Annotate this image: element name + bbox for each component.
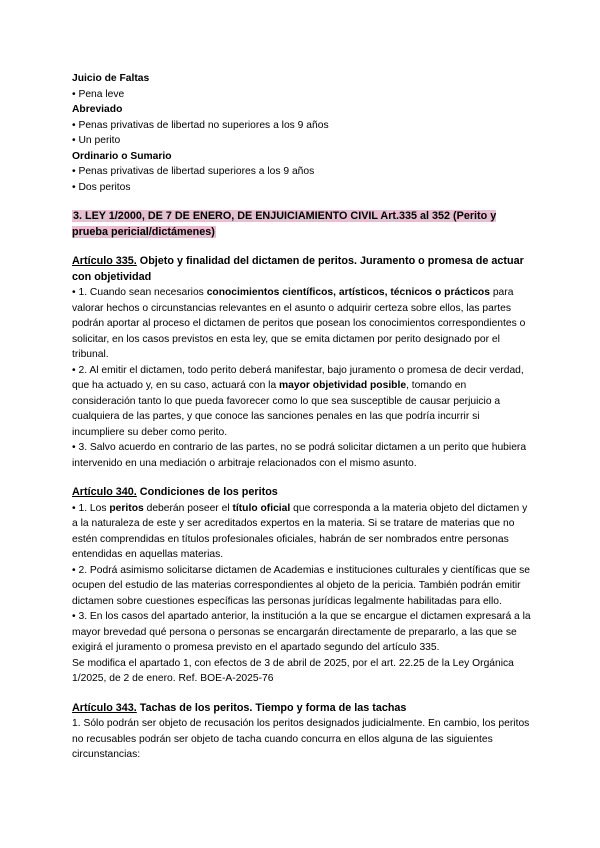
article-343-title: Tachas de los peritos. Tiempo y forma de las tachas [136, 701, 407, 714]
text-run-bold: peritos [109, 502, 144, 514]
article-335-paragraph-1 [72, 285, 532, 363]
article-335-paragraph-2 [72, 363, 532, 441]
section-title-faltas: Juicio de Faltas [72, 73, 150, 84]
article-340-paragraph-3: • 3. En los casos del apartado anterior, la institución a la que se encargue el dictamen expresará a la mayor brevedad qué persona o personas se encargarán directamente de prepararlo, a las que se exigirá el juramento o promesa previsto en el apartado segundo del artículo 335. [72, 611, 531, 653]
list-item: • Pena leve [72, 88, 125, 100]
law-heading-highlight: 3. LEY 1/2000, DE 7 DE ENERO, DE ENJUICIAMIENTO CIVIL Art.335 al 352 (Perito y prueba pericial/dictámenes) [72, 210, 497, 238]
article-340-modification-note: Se modifica el apartado 1, con efectos de 3 de abril de 2025, por el art. 22.25 de la Ley Orgánica 1/2025, de 2 de enero. Ref. BOE-A-2025-76 [72, 657, 514, 684]
text-run: • 1. Cuando sean necesarios [72, 287, 207, 298]
article-340-paragraph-2: • 2. Podrá asimismo solicitarse dictamen de Academias e instituciones culturales y científicas que se ocupen del estudio de las materias correspondientes al objeto de la pericia. También podrán emitir dictamen sobre cuestiones específicas las personas jurídicas legalmente habilitadas para ello. [72, 564, 531, 607]
list-item: • Penas privativas de libertad no superiores a los 9 años [72, 119, 329, 131]
list-item: • Penas privativas de libertad superiores a los 9 años [72, 166, 315, 177]
article-340-number: Artículo 340. [72, 486, 137, 498]
article-335-paragraph-3: • 3. Salvo acuerdo en contrario de las partes, no se podrá solicitar dictamen a un perito que hubiera intervenido en una mediación o arbitraje relacionados con el mismo asunto. [72, 442, 527, 469]
text-run: • 2. Al emitir el dictamen, todo perito deberá manifestar, bajo juramento o promesa de decir verdad, que ha actuado y, en su caso, actuará con la [72, 364, 524, 391]
article-335-title: Objeto y finalidad del dictamen de peritos. Juramento o promesa de actuar con objetividad [72, 255, 524, 283]
text-run-bold: conocimientos científicos, artísticos, técnicos o prácticos [206, 287, 490, 298]
article-340-heading [72, 485, 532, 501]
article-343-paragraph-1: 1. Sólo podrán ser objeto de recusación los peritos designados judicialmente. En cambio, los peritos no recusables podrán ser objeto de tacha cuando concurra en ellos alguna de las siguientes circunstancias: [72, 718, 530, 760]
article-343-number: Artículo 343. [72, 701, 137, 714]
article-340-title: Condiciones de los peritos [136, 486, 278, 498]
list-item: • Un perito [72, 135, 121, 146]
text-run: , tomando en consideración tanto lo que pueda favorecer como lo que sea susceptible de causar perjuicio a cualquiera de las partes, y que conoce las sanciones penales en las que podría incurrir si incumpliere su deber como perito. [72, 380, 501, 438]
text-run: que corresponda a la materia objeto del dictamen y a la naturaleza de este y ser acreditados expertos en la materia. Si se tratare de materias que no estén comprendidas en títulos profesionales oficiales, habrán de ser nombrados entre personas entendidas en aquellas materias. [72, 502, 528, 560]
article-335-number: Artículo 335. [72, 255, 137, 267]
article-343-heading [72, 701, 532, 717]
text-run: para valorar hechos o circunstancias relevantes en el asunto o adquirir certeza sobre ellos, las partes podrán aportar al proceso el dictamen de peritos que posean los conocimientos correspondientes o solicitar, en los casos previstos en esta ley, que se emita dictamen por perito designado por el tribunal. [72, 287, 526, 360]
section-title-ordinario: Ordinario o Sumario [72, 150, 172, 162]
article-340-paragraph-1 [72, 501, 532, 563]
text-run-bold: mayor objetividad posible [279, 380, 407, 391]
text-run-bold: título oficial [232, 502, 291, 514]
text-run: • 1. Los [72, 502, 110, 514]
list-item: • Dos peritos [72, 181, 131, 193]
text-run: deberán poseer el [143, 502, 233, 514]
section-title-abreviado: Abreviado [72, 104, 123, 115]
article-335-heading [72, 254, 532, 285]
document-page [72, 71, 532, 763]
law-heading [72, 209, 532, 240]
